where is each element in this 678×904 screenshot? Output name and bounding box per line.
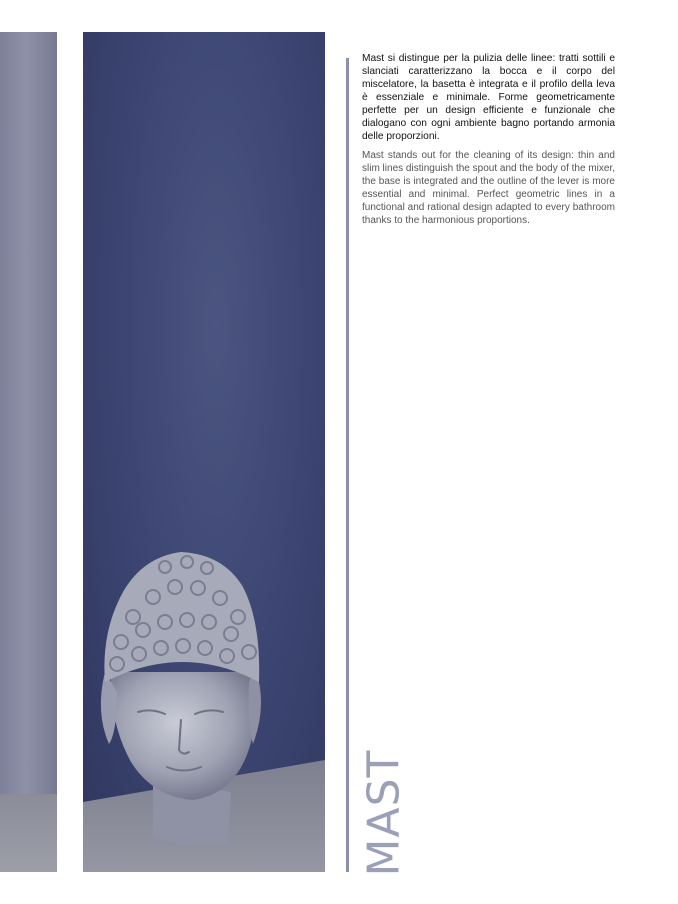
accent-divider-line bbox=[346, 58, 349, 872]
description-text bbox=[362, 52, 615, 227]
english-paragraph: Mast stands out for the cleaning of its design: thin and slim lines distinguish the spout and the body of the mixer, the base is integrated and the outline of the lever is more essential and minimal. Perfect geometric lines in a functional and rational design adapted to every bathroom thanks to the harmonious proportions. bbox=[362, 150, 615, 226]
left-photo-strip bbox=[0, 32, 57, 872]
buddha-statue-photo bbox=[83, 32, 325, 872]
left-strip-shelf bbox=[0, 794, 57, 872]
brand-name: MAST bbox=[358, 749, 410, 877]
brand-title bbox=[358, 749, 410, 877]
buddha-head-icon bbox=[83, 32, 325, 872]
italian-paragraph: Mast si distingue per la pulizia delle linee: tratti sottili e slanciati caratterizzano la bocca e il corpo del miscelatore, la basetta è integrata e il profilo della leva è essenziale e minimale. Forme geometricamente perfette per un design efficiente e funzionale che dialogano con ogni ambiente bagno portando armonia delle proporzioni. bbox=[362, 53, 615, 142]
